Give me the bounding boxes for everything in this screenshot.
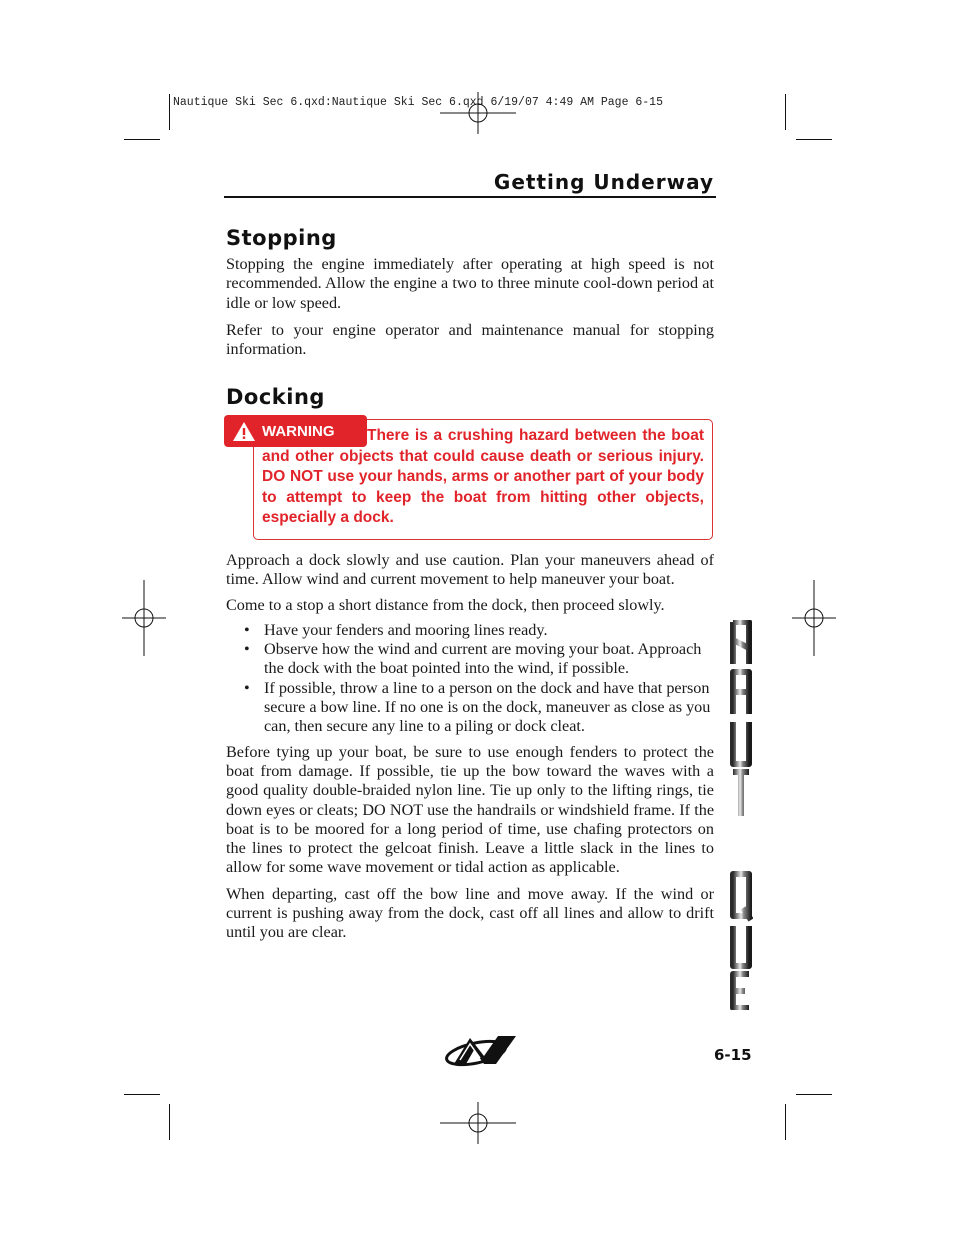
list-item: • If possible, throw a line to a person on the dock and have that person secure a bow line. If no one is on the dock, maneuver as close as you can, then secure any line to a piling or dock cleat. bbox=[244, 678, 711, 736]
section-header bbox=[224, 166, 716, 198]
nautique-side-brand bbox=[729, 620, 753, 1010]
registration-mark-icon bbox=[792, 580, 836, 656]
registration-mark-icon bbox=[440, 92, 516, 134]
warning-text: There is a crushing hazard between the boat and other objects that could cause death or serious injury. DO NOT use your hands, arms or another part of your body to attempt to keep the boat from hitting other objects, especially a dock. bbox=[262, 427, 704, 527]
page-number: 6-15 bbox=[714, 1046, 752, 1064]
docking-bullet-list bbox=[226, 621, 714, 737]
list-item: • Observe how the wind and current are moving your boat. Approach the dock with the boat pointed into the wind, if possible. bbox=[244, 640, 702, 678]
registration-mark-icon bbox=[440, 1102, 516, 1144]
docking-heading: Docking bbox=[226, 385, 325, 410]
list-item: • Have your fenders and mooring lines ready. bbox=[244, 620, 548, 639]
warning-triangle-icon bbox=[232, 421, 256, 442]
print-slug: Nautique Ski Sec 6.qxd:Nautique Ski Sec 6.qxd 6/19/07 4:49 AM Page 6-15 bbox=[173, 96, 663, 109]
section-title: Getting Underway bbox=[493, 170, 714, 194]
docking-paragraph: Before tying up your boat, be sure to use enough fenders to protect the boat from damage. If possible, tie up the bow toward the waves with a good quality double-braided nylon line. Tie up only to the lifting rings, tie down eyes or cleats; DO NOT use the handrails or windshield frame. If the boat is to be moored for a long period of time, use chafing protectors on the lines to protect the gelcoat finish. Leave a little slack in the lines to allow for some wave movement or tidal action as applicable. bbox=[226, 742, 714, 877]
docking-paragraph: Approach a dock slowly and use caution. Plan your maneuvers ahead of time. Allow wind and current movement to help maneuver your boat. bbox=[226, 550, 714, 589]
nautique-logo-icon bbox=[440, 1034, 520, 1068]
stopping-paragraph: Refer to your engine operator and maintenance manual for stopping information. bbox=[226, 320, 714, 359]
page-content bbox=[226, 226, 714, 943]
stopping-heading: Stopping bbox=[226, 226, 337, 250]
docking-paragraph: Come to a stop a short distance from the dock, then proceed slowly. bbox=[226, 595, 665, 614]
stopping-paragraph: Stopping the engine immediately after operating at high speed is not recommended. Allow the engine a two to three minute cool-down period at idle or low speed. bbox=[226, 255, 714, 312]
docking-paragraph: When departing, cast off the bow line and move away. If the wind or current is pushing away from the dock, cast off all lines and allow to drift until you are clear. bbox=[226, 884, 714, 942]
warning-label: WARNING bbox=[224, 415, 367, 447]
registration-mark-icon bbox=[122, 580, 166, 656]
